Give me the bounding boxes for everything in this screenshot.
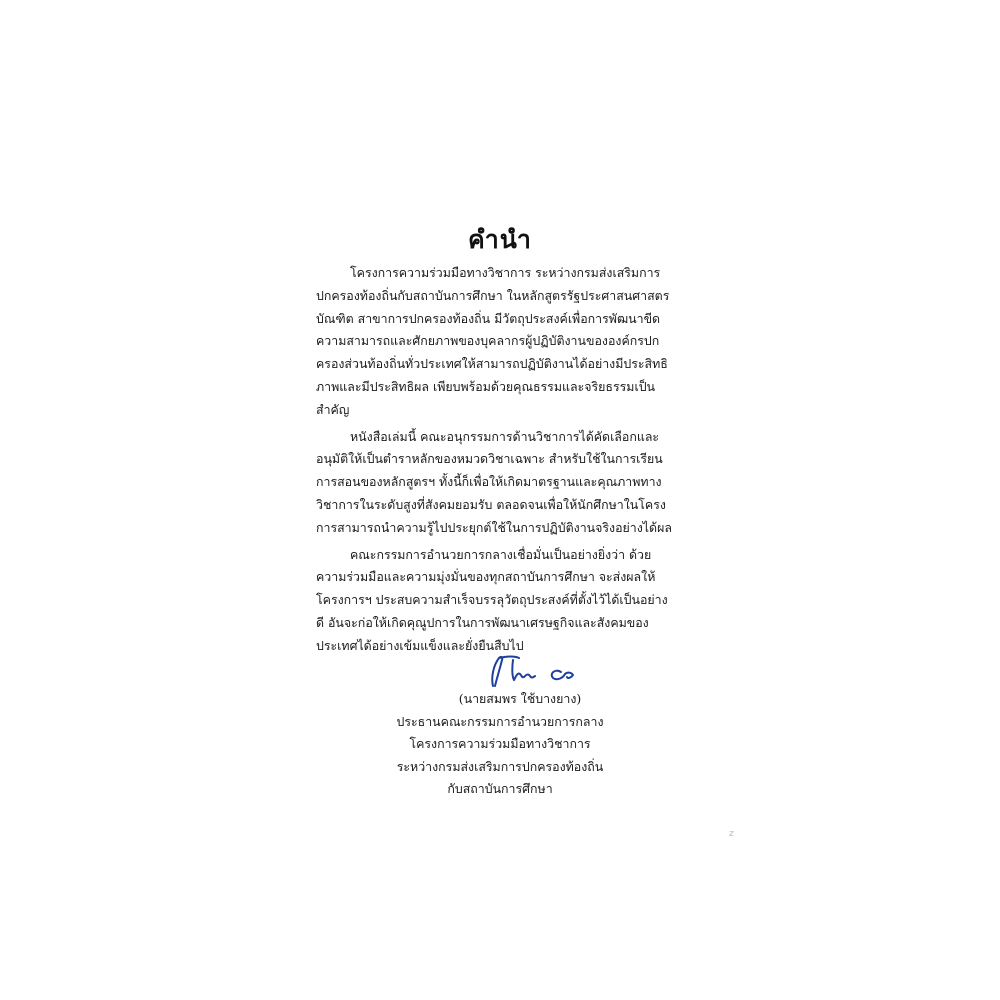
paragraph-line: วิชาการในระดับสูงที่สังคมยอมรับ ตลอดจนเพื่อให้นักศึกษาในโครง	[316, 496, 666, 512]
paragraph-line: ความร่วมมือและความมุ่งมั่นของทุกสถาบันการศึกษา จะส่งผลให้	[316, 569, 656, 585]
paragraph-line: การสามารถนำความรู้ไปประยุกต์ใช้ในการปฏิบัติงานจริงอย่างได้ผล	[316, 519, 672, 535]
signer-position-line: ระหว่างกรมส่งเสริมการปกครองท้องถิ่น	[396, 758, 604, 774]
paragraph-line: ปกครองท้องถิ่นกับสถาบันการศึกษา ในหลักสูตรรัฐประศาสนศาสตร	[316, 287, 670, 303]
paragraph-line: ครองส่วนท้องถิ่นทั่วประเทศให้สามารถปฏิบัติงานได้อย่างมีประสิทธิ	[316, 356, 668, 372]
signer-position-line: ประธานคณะกรรมการอำนวยการกลาง	[396, 713, 604, 729]
paragraph-line: คณะกรรมการอำนวยการกลางเชื่อมั่นเป็นอย่างยิ่งว่า ด้วย	[350, 546, 652, 562]
paragraph-line: บัณฑิต สาขาการปกครองท้องถิ่น มีวัตถุประสงค์เพื่อการพัฒนาขีด	[316, 310, 661, 326]
paragraph-line: โครงการฯ ประสบความสำเร็จบรรลุวัตถุประสงค์ที่ตั้งไว้ได้เป็นอย่าง	[316, 592, 668, 608]
signature-stroke	[492, 657, 573, 687]
paragraph-1	[316, 262, 696, 422]
signer-name: (นายสมพร ใช้บางยาง)	[458, 691, 582, 706]
page-mark: z	[729, 829, 734, 839]
paragraph-line: ดี อันจะก่อให้เกิดคุณูปการในการพัฒนาเศรษฐกิจและสังคมของ	[316, 614, 649, 630]
preface-body	[316, 262, 696, 658]
paragraph-line: หนังสือเล่มนี้ คณะอนุกรรมการด้านวิชาการได้คัดเลือกและ	[350, 428, 660, 444]
signer-block	[0, 688, 1000, 801]
paragraph-3	[316, 544, 696, 658]
signature-icon	[485, 650, 595, 692]
paragraph-line: การสอนของหลักสูตรฯ ทั้งนี้ก็เพื่อให้เกิดมาตรฐานและคุณภาพทาง	[316, 474, 662, 490]
paragraph-line: โครงการความร่วมมือทางวิชาการ ระหว่างกรมส่งเสริมการ	[350, 265, 661, 280]
paragraph-line: ความสามารถและศักยภาพของบุคลากรผู้ปฏิบัติงานขององค์กรปก	[316, 333, 660, 349]
paragraph-2	[316, 426, 696, 540]
signer-position-line: โครงการความร่วมมือทางวิชาการ	[409, 736, 591, 752]
paragraph-line: ภาพและมีประสิทธิผล เพียบพร้อมด้วยคุณธรรมและจริยธรรมเป็น	[316, 378, 656, 394]
paragraph-line: สำคัญ	[316, 401, 350, 417]
paragraph-line: ประเทศได้อย่างเข้มแข็งและยั่งยืนสืบไป	[316, 637, 524, 653]
signer-position-line: กับสถาบันการศึกษา	[447, 781, 553, 797]
paragraph-line: อนุมัติให้เป็นตำราหลักของหมวดวิชาเฉพาะ สำหรับใช้ในการเรียน	[316, 451, 663, 467]
page-title: คำนำ	[468, 225, 532, 254]
